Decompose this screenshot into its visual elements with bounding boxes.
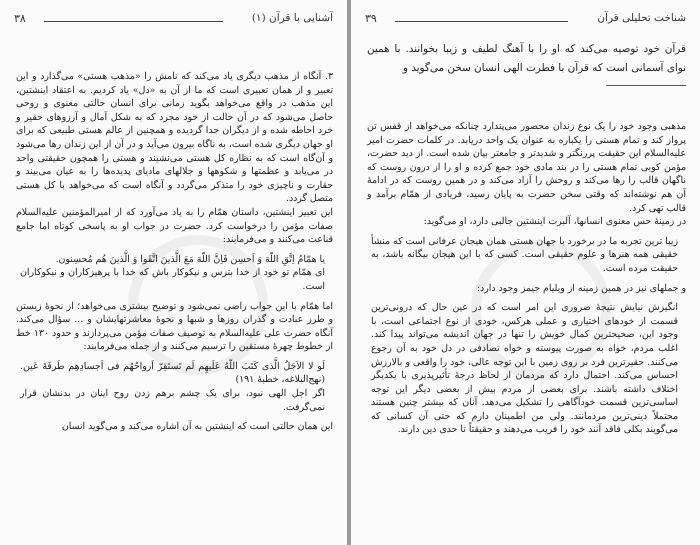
running-title: شناخت تحلیلی قرآن: [597, 12, 686, 24]
quote-block: [16, 253, 333, 294]
paragraph: این همان حالتی است که اینشتین به آن اشاره می‌کند و می‌گوید انسان: [61, 421, 333, 433]
header-rule: [44, 21, 223, 22]
paragraph: و جملهای نیز در همین زمینه از ویلیام جیمز وجود دارد:: [476, 282, 686, 294]
separator-rule: [606, 85, 686, 86]
paragraph: ۳. آنگاه از مذهب دیگری یاد می‌کند که نامش را «مذهب هستی» می‌گذارد و این تعبیر و از همان تعبیری است که ما از آن به «دل» یاد کردیم. به اعتقاد اینشتین، این مذهب در واقع می‌خواهد بگوید زمانی برای انسان حالتی معنوی و روحی حاصل می‌شود که در آن حالت از خود مجرد که به شکل آمال و آرزوهای حقیر و خرد احاطه شده و از دیگران جدا گردیده و همچنین از عالم هستی طبیعی که برای او جهان دیگری شده است، به ناگاه بیرون می‌آید و در آن از این زندان رها می‌شود و آن‌گاه است که به نظاره کل هستی می‌نشیند و هستی را همچون حقیقتی واحد در می‌یابد و عظمتها و شکوهها و جلالهای مادیای پدیده‌ها را به عیان می‌بیند و حقارت و ناچیزی خود را متذکر می‌گردد و آنگاه است که می‌خواهد با کل هستی متصل گردد.: [16, 71, 333, 205]
quote-block: [16, 360, 333, 414]
right-page-top: [367, 40, 686, 93]
quote-translation: ای همّام تو خود از خدا بترس و نیکوکار باش که خدا با پرهیزکاران و نیکوکاران است.: [20, 267, 325, 292]
paragraph: مذهبی وجود خود را یک نوع زندان محصور می‌پندارد چنانکه می‌خواهد از قفس تن پرواز کند و تمام هستی را یکباره به عنوان یک واحد دریابد. در کلمات حضرت امیر علیه‌السلام این حقیقت پررنگتر و شدیدتر و جامعتر بیان شده است. از دید حضرت، مؤمن کوبی تمام هستی را در بند مادی خود جمع کرده و او را از درون روست که ناگهان قالب را رها می‌کند و روحش را آزاد می‌کند و در همین روست که در ادامۀ آن هم نوشته‌اند که وقتی سخن حضرت به پایان رسید، فریادی از همّام برآمد و قالب تهی کرد.: [367, 121, 686, 214]
right-page-header: [365, 12, 686, 30]
paragraph: اما همّام با این جواب راضی نمی‌شود و توضیح بیشتری می‌خواهد؛ از نحوۀ زیستن و طرز عبادت و گذران روزها و شبها و نحوۀ معاشرتهایشان و ... سؤال می‌کند. آنگاه حضرت علی علیه‌السلام به توصیف صفات مؤمن می‌پردازند و حدود ۱۳۰ خط از خطوط چهرۀ مستقین را ترسیم می‌کنند و از جمله می‌فرمایند:: [16, 300, 333, 353]
paragraph: قرآن خود توصیه می‌کند که او را با آهنگ لطیف و زیبا بخوانند. با همین نوای آسمانی است که قرآن با فطرت الهی انسان سخن می‌گوید و: [367, 43, 686, 74]
paragraph: در زمینۀ حس معنوی انسانها، آلبرت اینشتین جالبی دارد، او می‌گوید:: [423, 216, 686, 228]
quote-block: [367, 235, 686, 276]
running-title: آشنایی با قرآن (۱): [251, 12, 333, 24]
left-page-body: [16, 70, 333, 434]
quote-arabic: لَو لا الاَجَلُ الَّذی کَتَبَ اللّهُ عَلَیهِم لَم تَستَقِرّ اَرواحُهُم فی اَجسادِهِم طَرفَةَ عَین. (نهج‌البلاغه، خطبۀ ۱۹۱): [20, 360, 325, 386]
quote-text: انگیزش نیایش نتیجۀ ضروری این امر است که در عین حال که درونی‌ترین قسمت از خودهای اختیاری و عملی هرکس، خودی از نوع اجتماعی است، با وجود این، صحیحترین کمال خویش را تنها در جهان اندیشه می‌تواند پیدا کند. اغلب مردم، خواه به صورت پیوسته و خواه تصادفی در دل خود به آن رجوع می‌کنند. حقیرترین فرد بر روی زمین با این توجه عالی، خود را واقعی و بالارزش احساس می‌کند. احتمال دارد که مردمان از لحاظ درجۀ تأثیرپذیری با یکدیگر اختلاف داشته باشند. برای بعضی از مردم بیش از بعضی دیگر این توجه اساسی‌ترین قسمت خودآگاهی را تشکیل می‌دهد. آنان که بیشتر چنین هستند محتملاً دینی‌ترین مردمانند. ولی من اطمینان دارم که حتی آن کسانی که می‌گویند بکلی فاقد آنند خود را فریب می‌دهند و حقیقتاً تا حدی دین دارند.: [371, 302, 678, 436]
paragraph: این تعبیر اینشتین، داستان همّام را به یاد می‌آورد که از امیرالمؤمنین علیه‌السلام صفات مؤمن را درخواست کرد. حضرت در جواب او به پاسخی کوتاه اما جامع قناعت می‌کنند و می‌فرمایند:: [16, 206, 333, 246]
left-page: [0, 0, 347, 545]
quote-block: [367, 301, 686, 437]
right-page: [351, 0, 700, 545]
quote-arabic: یا همّامُ اِتَّقِ اللّهَ وَ اَحسِن فَاِنَّ اللّهَ مَعَ الَّذینَ اتَّقَوا وَ الَّذینَ هُم مُحسِنون.: [55, 253, 325, 265]
right-page-body: [367, 120, 686, 443]
header-rule: [395, 21, 568, 22]
quote-translation: اگر اجل الهی نبود، برای یک چشم برهم زدن روح اینان در بدنشان قرار نمی‌گرفت.: [20, 388, 325, 413]
page-number: ۳۸: [14, 12, 26, 25]
page-number: ۳۹: [365, 12, 377, 25]
quote-text: زیبا ترین تجربه ما در برخورد با جهان هستی همان هیجان عرفانی است که منشأ حقیقی همه هنرها و علوم حقیقی است. کسی که با این هیجان بیگانه باشد، به حقیقت مرده است.: [371, 235, 678, 274]
left-page-header: [14, 12, 333, 30]
